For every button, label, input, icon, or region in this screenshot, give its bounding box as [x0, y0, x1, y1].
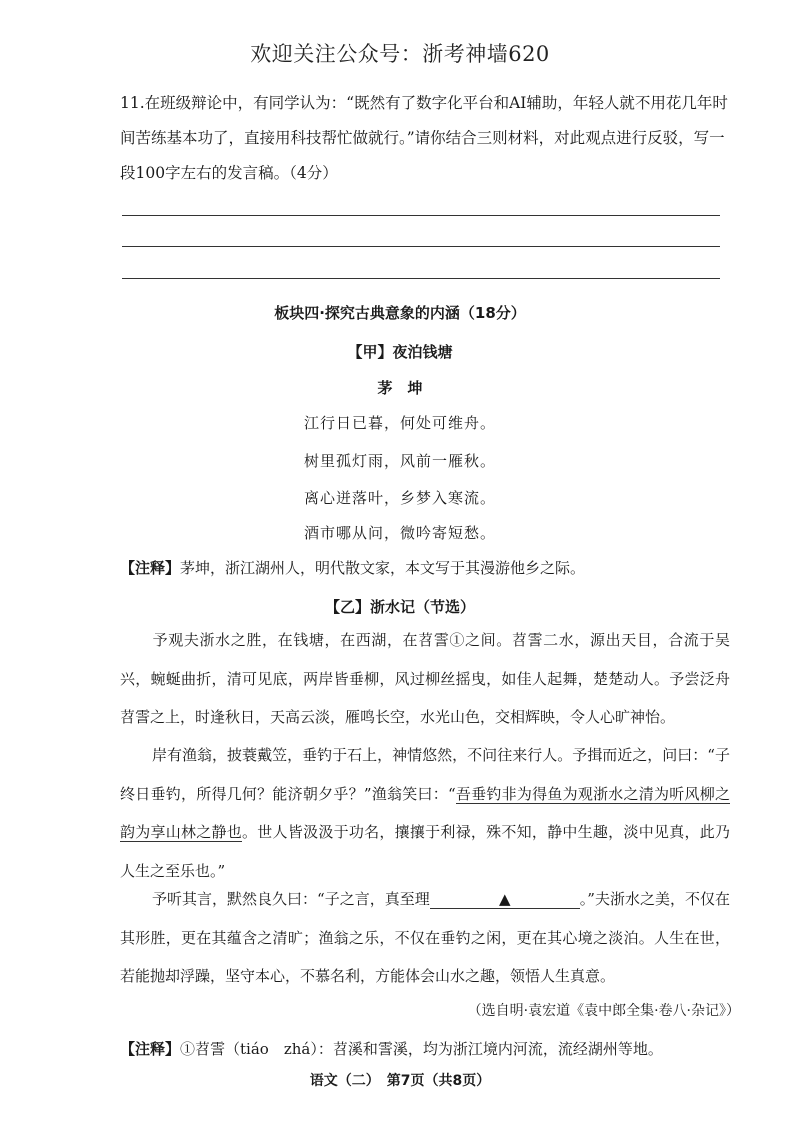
fill-in-blank: [430, 890, 580, 909]
answer-line-1: [122, 215, 720, 216]
note-label: 【注释】: [120, 1040, 181, 1058]
prose-paragraph-2: [120, 736, 730, 890]
note-text: 茅坤，浙江湖州人，明代散文家，本文写于其漫游他乡之际。: [180, 559, 586, 577]
triangle-icon: ▲: [499, 890, 511, 908]
section-title: 板块四·探究古典意象的内涵（18分）: [274, 304, 526, 322]
poem-heading: 【甲】夜泊钱塘: [347, 343, 453, 361]
answer-line-3: [122, 278, 720, 279]
prose-para-1-text: 予观夫浙水之胜，在钱塘，在西湖，在苕霅①之间。苕霅二水，源出天目，合流于吴兴，蜿蜒曲折，清可见底，两岸皆垂柳，风过柳丝摇曳，如佳人起舞，楚楚动人。予尝泛舟苕霅之上，时逢秋日，天高云淡，雁鸣长空，水光山色，交相辉映，令人心旷神怡。: [120, 631, 730, 726]
note-label: 【注释】: [120, 559, 181, 577]
poem-line-4: 酒市哪从问，微吟寄短愁。: [303, 524, 496, 542]
poem-line-3: 离心迸落叶，乡梦入寒流。: [303, 489, 496, 507]
prose-para-2-text-b: 。世人皆汲汲于功名，攘攘于利禄，殊不知，静中生趣，淡中见真，此乃人生之至乐也。”: [120, 823, 730, 880]
prose-para-3-text-a: 予听其言，默然良久曰：“子之言，真至理: [152, 890, 430, 908]
prose-note: [120, 1038, 730, 1059]
prose-source: （选自明·袁宏道《袁中郎全集·卷八·杂记》）: [467, 1003, 740, 1019]
prose-para-2-text-a: 岸有渔翁，披蓑戴笠，垂钓于石上，神情悠然，不问往来行人。予揖而近之，问曰：“子终日垂钓，所得几何？能济朝夕乎？”渔翁笑曰：“: [120, 746, 730, 803]
poem-line-1: 江行日已暮，何处可维舟。: [303, 414, 496, 432]
poem-note: [120, 557, 730, 578]
prose-para-3-text-b: 。”夫浙水之美，不仅在其形胜，更在其蕴含之清旷；渔翁之乐，不仅在垂钓之闲，更在其心境之淡泊。人生在世，若能抛却浮躁，坚守本心，不慕名利，方能体会山水之趣，领悟人生真意。: [120, 890, 731, 985]
poem-line-2: 树里孤灯雨，风前一雁秋。: [303, 452, 496, 470]
question-11-text: 11.在班级辩论中，有同学认为：“既然有了数字化平台和AI辅助，年轻人就不用花几年时间苦练基本功了，直接用科技帮忙做就行。”请你结合三则材料，对此观点进行反驳，写一段100字左右的发言稿。（4分）: [120, 94, 728, 182]
page-header-title: 欢迎关注公众号：浙考神墙620: [250, 42, 550, 66]
answer-line-2: [122, 246, 720, 247]
underlined-sentence: 吾垂钓非为得鱼为观浙水之清为听风柳之韵为享山林之静也: [120, 784, 730, 841]
note-text: ①苕霅（tiáo zhá）：苕溪和霅溪，均为浙江境内河流，流经湖州等地。: [180, 1040, 663, 1058]
poem-author: 茅 坤: [377, 379, 423, 397]
prose-paragraph-3: [120, 880, 730, 996]
prose-paragraph-1: [120, 621, 730, 737]
page-footer: 语文（二） 第7页（共8页）: [309, 1073, 491, 1089]
prose-heading: 【乙】浙水记（节选）: [324, 598, 475, 616]
